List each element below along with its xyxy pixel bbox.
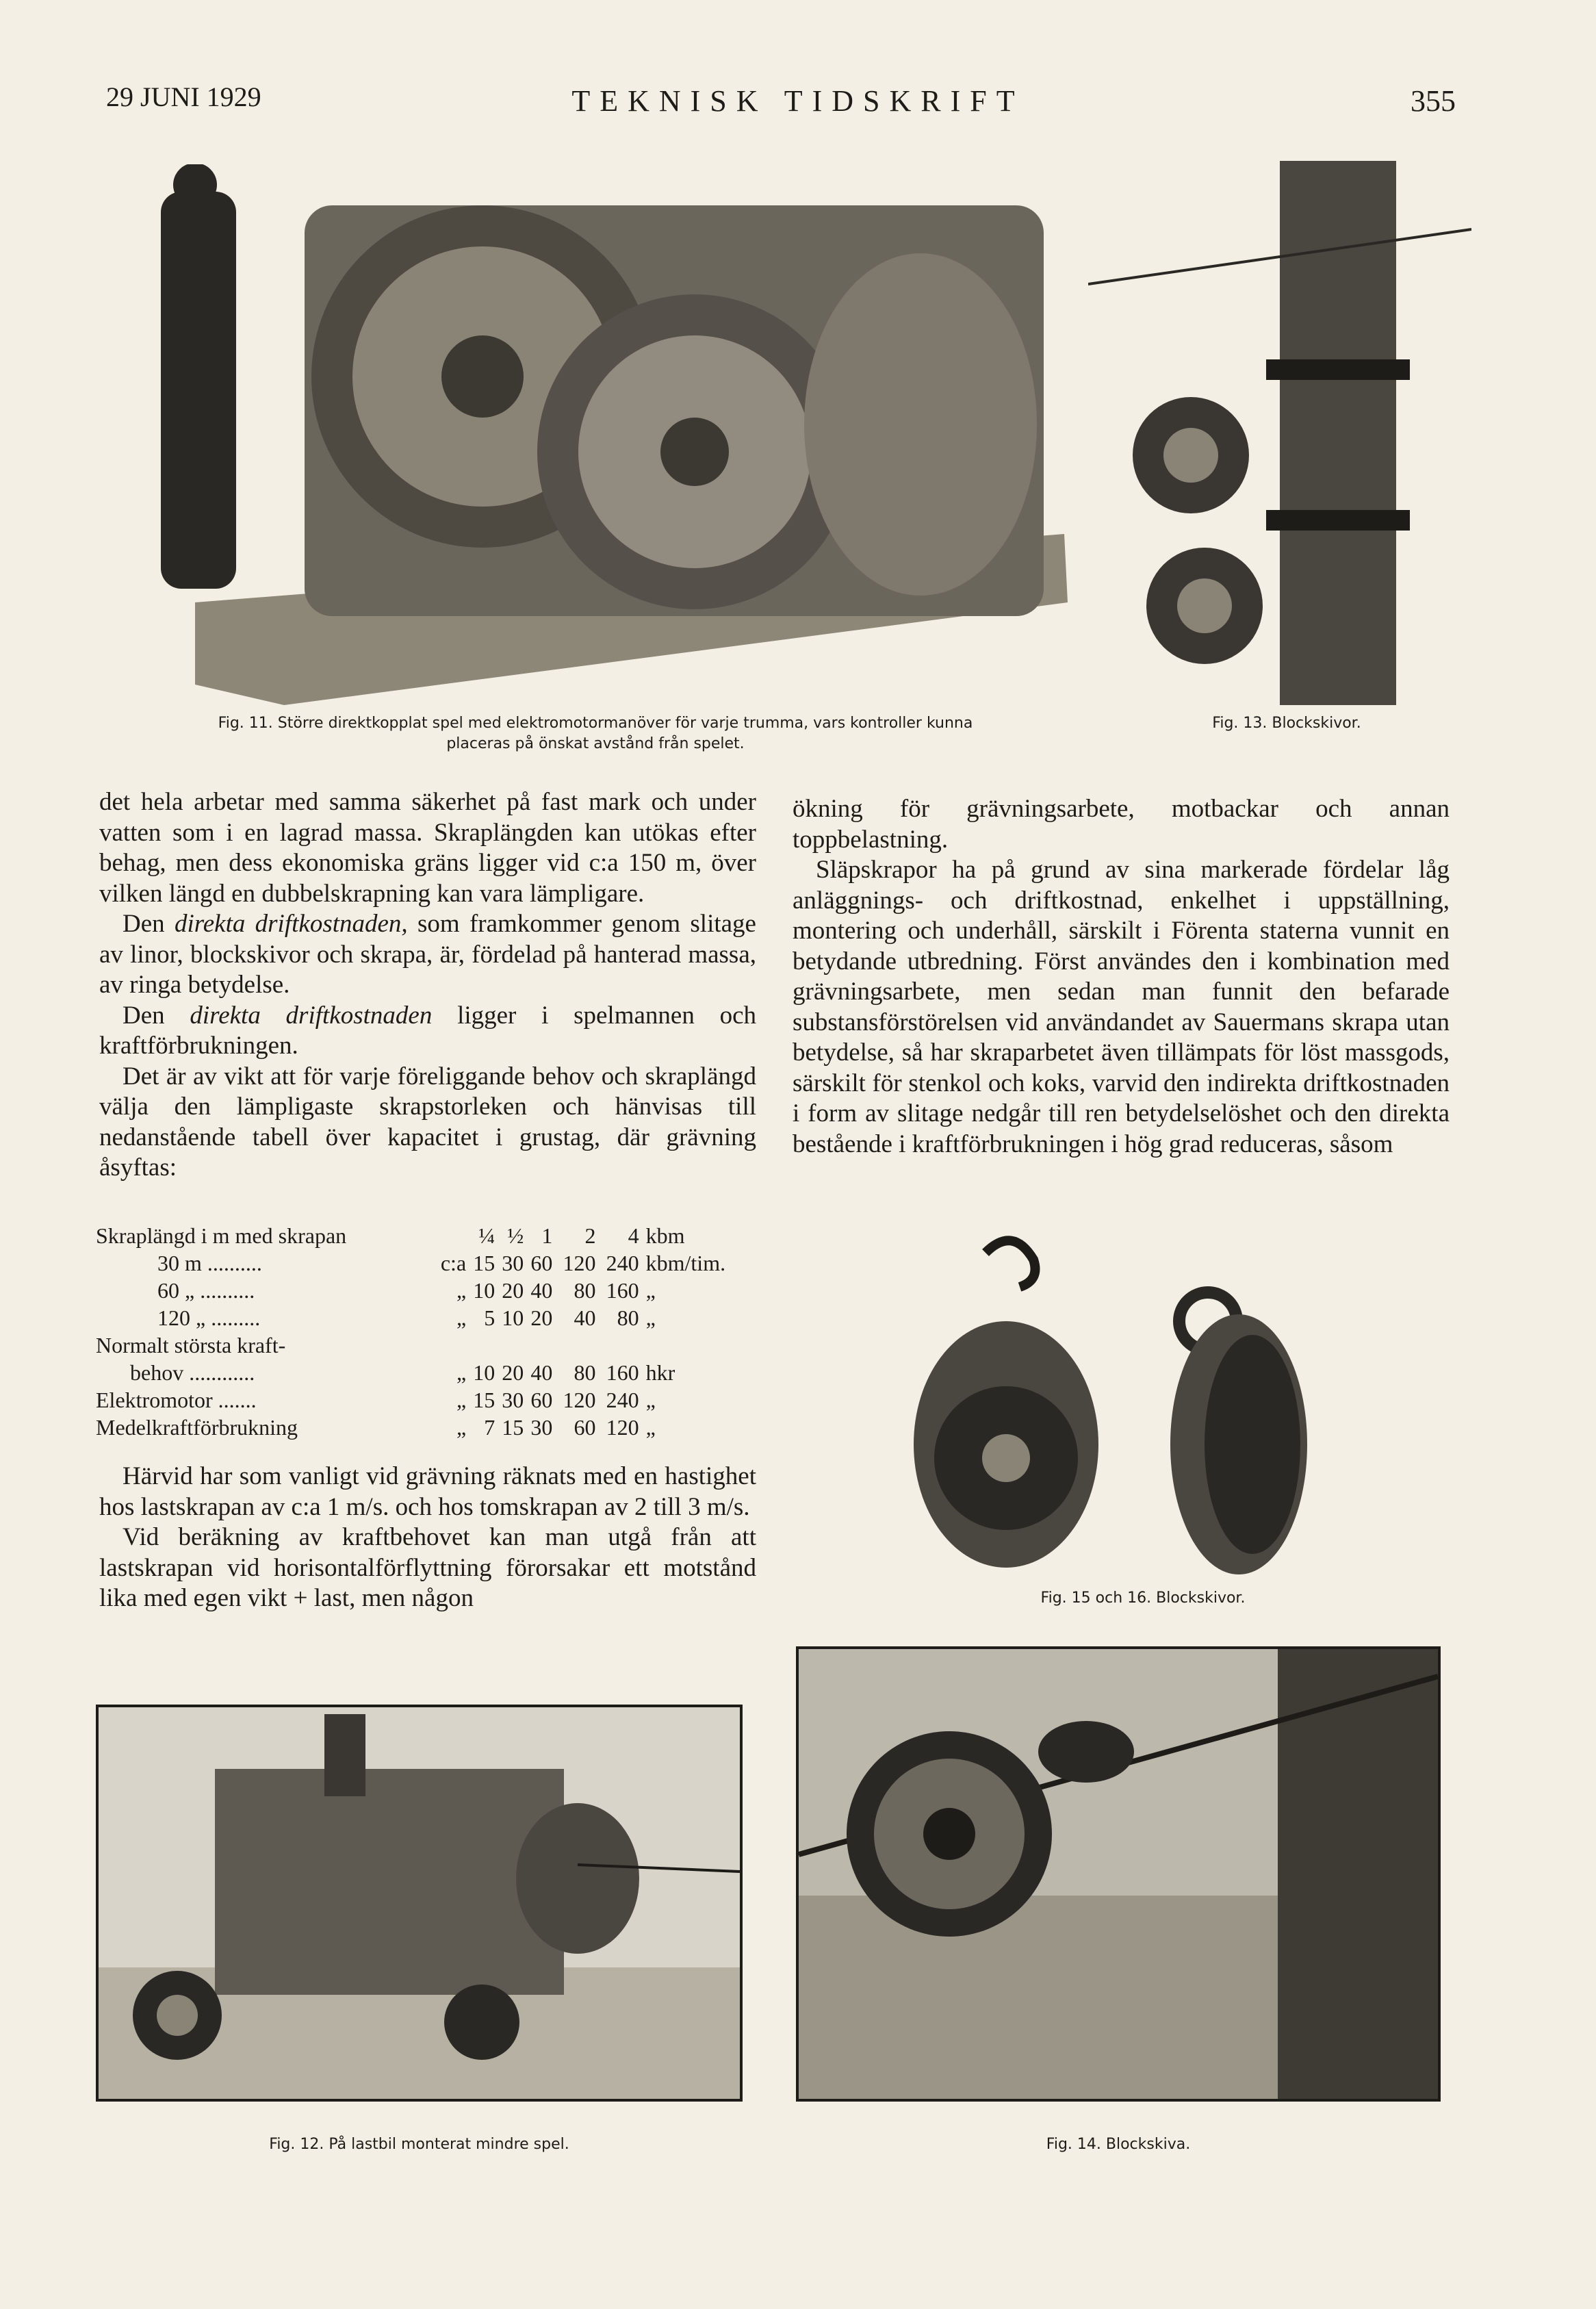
table-cell: 160 xyxy=(606,1360,639,1385)
fig15-16-pulley-blocks-photo xyxy=(897,1225,1389,1581)
left-paragraph-3 xyxy=(99,1001,756,1062)
table-row-unit: „ xyxy=(645,1278,656,1303)
table-row-prefix: „ xyxy=(456,1278,467,1303)
table-header-label: Skraplängd i m med skrapan xyxy=(96,1223,347,1248)
fig11-caption-line1: Fig. 11. Större direktkopplat spel med elektromotormanöver för varje trumma, vars kontroller kunna xyxy=(218,715,973,732)
table-row-label: 60 „ .......... xyxy=(157,1278,255,1303)
table-row-unit: „ xyxy=(645,1415,656,1440)
table-cell: 60 xyxy=(530,1251,553,1275)
table-cell: 40 xyxy=(574,1305,596,1330)
table-cell: 30 xyxy=(530,1415,553,1440)
table-row-label: 30 m .......... xyxy=(157,1251,262,1275)
table-cell: 20 xyxy=(502,1360,524,1385)
table-cell: 60 xyxy=(530,1388,553,1412)
fig11-caption-line2: placeras på önskat avstånd från spelet. xyxy=(446,735,745,752)
header-date: 29 JUNI 1929 xyxy=(106,81,261,112)
table-cell: 30 xyxy=(502,1251,524,1275)
left-paragraph-1: det hela arbetar med samma säkerhet på fast mark och under vatten som i en lagrad massa. Skraplängden kan utökas efter behag, men dess ekonomiska gräns ligger vid c:a 150 m, över vilken längd en dubbelskrapning kan vara lämpligare. xyxy=(99,788,756,908)
fig14-illustration xyxy=(799,1649,1438,2099)
fig13-caption: Fig. 13. Blockskivor. xyxy=(1212,715,1361,732)
table-cell: 160 xyxy=(606,1278,639,1303)
table-cell: 15 xyxy=(473,1388,495,1412)
table-row-label: Elektromotor ....... xyxy=(96,1388,257,1412)
table-header-col: 2 xyxy=(584,1223,596,1248)
table-header-col: ½ xyxy=(507,1223,524,1248)
table-row xyxy=(96,1359,753,1386)
page-header xyxy=(0,81,1596,136)
right-column xyxy=(793,794,1450,1160)
table-cell: 30 xyxy=(502,1388,524,1412)
table-cell: 120 xyxy=(563,1251,596,1275)
table-cell: 15 xyxy=(502,1415,524,1440)
table-cell: 80 xyxy=(617,1305,639,1330)
table-cell: 20 xyxy=(530,1305,553,1330)
table-cell: 60 xyxy=(574,1415,596,1440)
table-row xyxy=(96,1331,753,1359)
table-header-col: ¼ xyxy=(478,1223,495,1248)
table-cell: 80 xyxy=(574,1278,596,1303)
table-cell: 5 xyxy=(484,1305,495,1330)
table-cell: 240 xyxy=(606,1251,639,1275)
capacity-table xyxy=(96,1222,753,1441)
table-cell: 7 xyxy=(484,1415,495,1440)
fig14-caption: Fig. 14. Blockskiva. xyxy=(1046,2136,1191,2153)
table-row-prefix: „ xyxy=(456,1360,467,1385)
table-cell: 20 xyxy=(502,1278,524,1303)
left-paragraph-6: Vid beräkning av kraftbehovet kan man utgå från att lastskrapan vid horisontalförflyttning förorsakar ett motstånd lika med egen vikt + last, men någon xyxy=(99,1523,756,1612)
table-header-row xyxy=(96,1222,753,1249)
table-row-label: Normalt största kraft- xyxy=(96,1333,286,1357)
table-cell: 80 xyxy=(574,1360,596,1385)
right-paragraph-2: Släpskrapor ha på grund av sina markerade fördelar låg anläggnings- och driftkostnad, enkelhet i uppställning, montering och underhåll, särskilt i Förenta staterna vunnit en betydande utbredning. Först användes den i kombination med grävningsarbete, men sedan man funnit den befarade substansförstörelsen vid användandet av Sauermans skrapa utan betydelse, så har skraparbetet även tillämpats för löst massgods, särskilt för stenkol och koks, varvid den indirekta driftkostnaden i form av slitage nedgår till ren betydelselöshet och den direkta bestående i kraftförbrukningen i hög grad reduceras, såsom xyxy=(793,856,1450,1158)
table-row-unit: „ xyxy=(645,1305,656,1330)
table-cell: 10 xyxy=(473,1278,495,1303)
left-p2-emphasis: direkta driftkostnaden, xyxy=(174,910,408,938)
right-paragraph-1: ökning för grävningsarbete, motbackar och annan toppbelastning. xyxy=(793,795,1450,854)
table-cell: 10 xyxy=(473,1360,495,1385)
table-row xyxy=(96,1386,753,1414)
fig15-16-caption: Fig. 15 och 16. Blockskivor. xyxy=(1040,1590,1246,1607)
left-p3-post: ligger i spelmannen och kraftförbrukningen. xyxy=(99,1001,756,1060)
table-cell: 15 xyxy=(473,1251,495,1275)
table-row-prefix: „ xyxy=(456,1388,467,1412)
left-paragraph-2 xyxy=(99,909,756,1001)
table-row-prefix: c:a xyxy=(440,1251,467,1275)
fig11-winch-photo xyxy=(113,164,1068,705)
table-cell: 40 xyxy=(530,1360,553,1385)
fig12-truck-winch-photo xyxy=(96,1705,743,2102)
table-cell: 120 xyxy=(606,1415,639,1440)
left-p2-post: som framkommer genom slitage av linor, blockskivor och skrapa, är, fördelad på hanterad massa, av ringa betydelse. xyxy=(99,910,756,999)
fig15-16-illustration xyxy=(897,1225,1389,1581)
table-row-unit: hkr xyxy=(645,1360,675,1385)
left-paragraph-5: Härvid har som vanligt vid grävning räknats med en hastighet hos lastskrapan av c:a 1 m/s. och hos tomskrapan av 2 till 3 m/s. xyxy=(99,1462,756,1521)
table-header-unit: kbm xyxy=(645,1223,685,1248)
fig13-pole-pulleys-photo xyxy=(1088,154,1471,705)
table-row-unit: kbm/tim. xyxy=(645,1251,726,1275)
table-cell: 10 xyxy=(502,1305,524,1330)
fig13-illustration xyxy=(1088,154,1471,705)
left-p3-emphasis: direkta driftkostnaden xyxy=(190,1001,433,1030)
fig12-illustration xyxy=(99,1707,740,2099)
table-row-prefix: „ xyxy=(456,1305,467,1330)
table-header-col: 4 xyxy=(628,1223,639,1248)
table-cell: 120 xyxy=(563,1388,596,1412)
page-number: 355 xyxy=(1411,84,1456,118)
table-row-label: behov ............ xyxy=(130,1360,255,1385)
table-header-col: 1 xyxy=(541,1223,553,1248)
table-row-unit: „ xyxy=(645,1388,656,1412)
left-column xyxy=(99,787,756,1184)
fig11-illustration xyxy=(113,164,1068,705)
left-paragraph-4: Det är av vikt att för varje föreliggande behov och skraplängd välja den lämpligaste skrapstorleken och hänvisas till nedanstående tabell över kapacitet i grustag, där grävning åsyftas: xyxy=(99,1062,756,1182)
table-row xyxy=(96,1414,753,1441)
table-row xyxy=(96,1304,753,1331)
table-row-prefix: „ xyxy=(456,1415,467,1440)
fig14-pulley-photo xyxy=(796,1646,1441,2102)
left-p3-pre: Den xyxy=(123,1001,190,1030)
left-column-continued xyxy=(99,1462,756,1614)
table-cell: 240 xyxy=(606,1388,639,1412)
fig12-caption: Fig. 12. På lastbil monterat mindre spel. xyxy=(269,2136,569,2153)
left-p2-pre: Den xyxy=(123,910,175,938)
table-row-label: 120 „ ......... xyxy=(157,1305,261,1330)
table-row xyxy=(96,1277,753,1304)
fig11-caption xyxy=(110,713,1081,754)
journal-title: TEKNISK TIDSKRIFT xyxy=(571,84,1025,118)
table-cell: 40 xyxy=(530,1278,553,1303)
table-row-label: Medelkraftförbrukning xyxy=(96,1415,298,1440)
table-row xyxy=(96,1249,753,1277)
